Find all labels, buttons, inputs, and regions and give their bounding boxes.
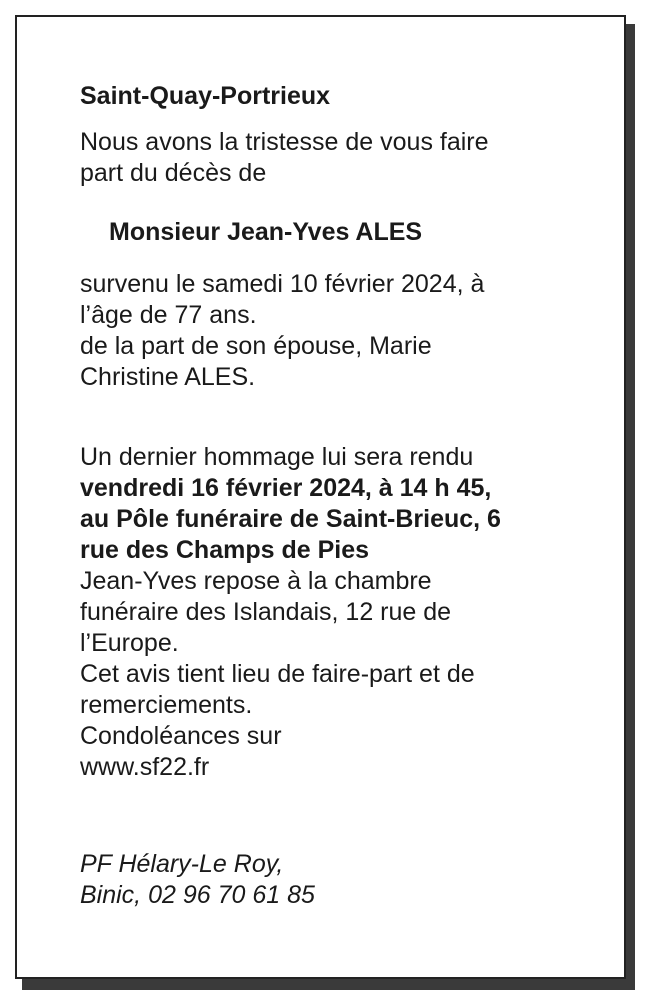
ceremony-line: vendredi 16 février 2024, à 14 h 45, [80, 474, 492, 502]
town-heading: Saint-Quay-Portrieux [80, 82, 331, 110]
signature-line: Binic, 02 96 70 61 85 [80, 881, 315, 909]
tribute-line: remerciements. [80, 691, 253, 719]
tribute-line: funéraire des Islandais, 12 rue de [80, 598, 452, 626]
tribute-intro-line: Un dernier hommage lui sera rendu [80, 443, 474, 471]
ceremony-line: au Pôle funéraire de Saint-Brieuc, 6 [80, 505, 501, 533]
detail-line: l’âge de 77 ans. [80, 301, 257, 329]
intro-paragraph [80, 127, 600, 189]
intro-line: Nous avons la tristesse de vous faire [80, 128, 489, 156]
funeral-home-signature [80, 849, 315, 911]
intro-line: part du décès de [80, 159, 267, 187]
tribute-line: Jean-Yves repose à la chambre [80, 567, 432, 595]
condolences-url: www.sf22.fr [80, 753, 210, 781]
tribute-paragraph [80, 442, 600, 783]
tribute-line: l’Europe. [80, 629, 179, 657]
detail-line: de la part de son épouse, Marie [80, 332, 432, 360]
details-paragraph [80, 269, 600, 393]
detail-line: survenu le samedi 10 février 2024, à [80, 270, 485, 298]
ceremony-line: rue des Champs de Pies [80, 536, 370, 564]
obituary-notice [15, 15, 626, 979]
detail-line: Christine ALES. [80, 363, 256, 391]
tribute-line: Cet avis tient lieu de faire-part et de [80, 660, 475, 688]
signature-line: PF Hélary-Le Roy, [80, 850, 284, 878]
deceased-name: Monsieur Jean-Yves ALES [109, 218, 423, 246]
tribute-line: Condoléances sur [80, 722, 282, 750]
